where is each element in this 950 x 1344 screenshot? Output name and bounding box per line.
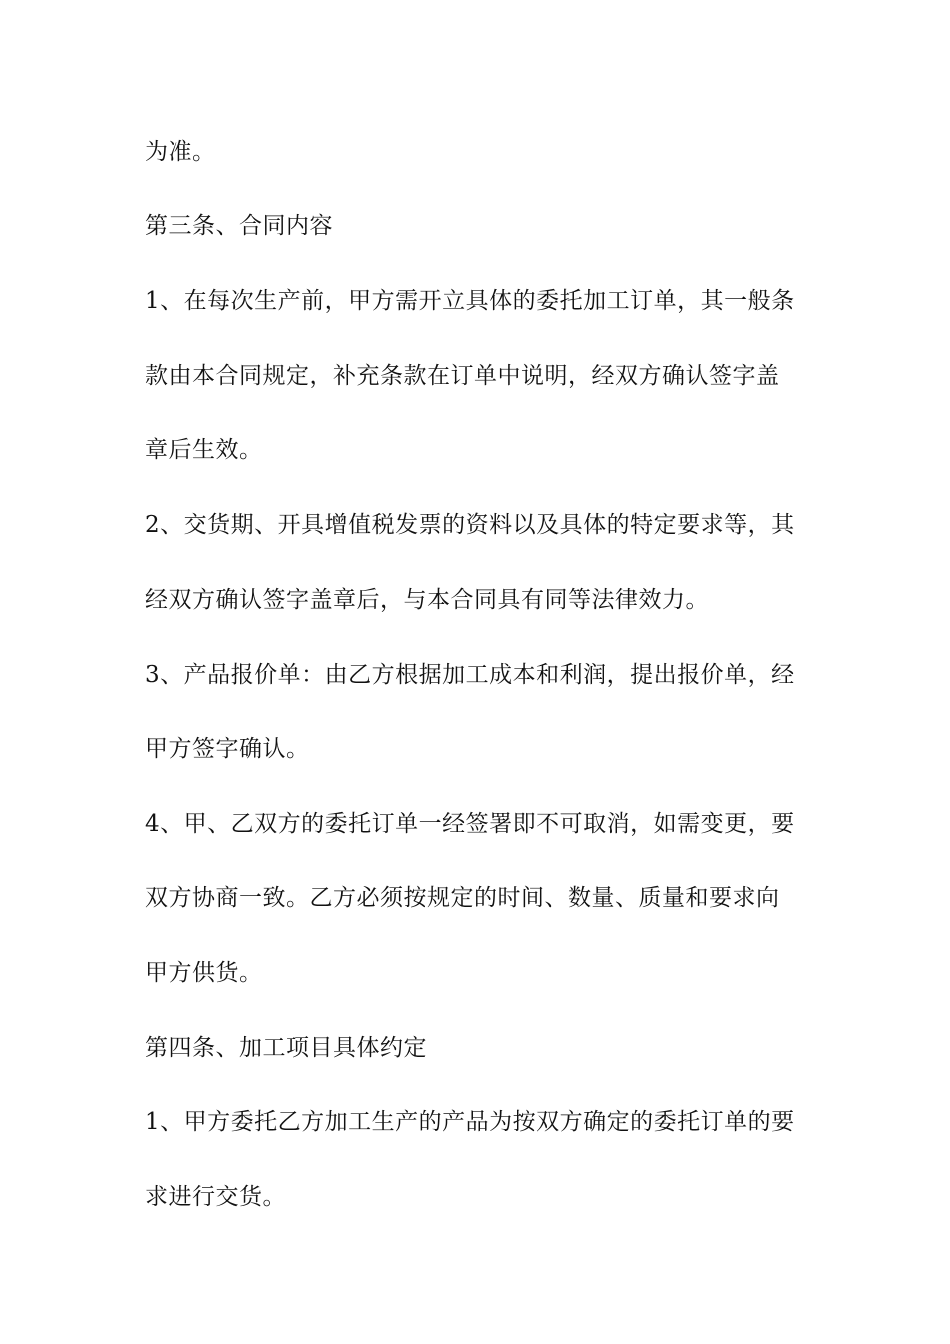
text-line: 求进行交货。 — [145, 1184, 286, 1210]
text-line: 2、交货期、开具增值税发票的资料以及具体的特定要求等，其 — [145, 512, 795, 538]
text-line: 4、甲、乙双方的委托订单一经签署即不可取消，如需变更，要 — [145, 811, 795, 837]
section-heading: 第四条、加工项目具体约定 — [145, 1035, 427, 1061]
text-line: 双方协商一致。乙方必须按规定的时间、数量、质量和要求向 — [145, 885, 780, 911]
text-line: 经双方确认签字盖章后，与本合同具有同等法律效力。 — [145, 587, 709, 613]
text-line: 章后生效。 — [145, 437, 263, 463]
text-line: 甲方供货。 — [145, 960, 263, 986]
section-heading: 第三条、合同内容 — [145, 213, 333, 239]
text-line: 1、甲方委托乙方加工生产的产品为按双方确定的委托订单的要 — [145, 1109, 795, 1135]
text-line: 3、产品报价单：由乙方根据加工成本和利润，提出报价单，经 — [145, 662, 795, 688]
text-line: 款由本合同规定，补充条款在订单中说明，经双方确认签字盖 — [145, 363, 780, 389]
text-line: 为准。 — [145, 139, 216, 165]
text-line: 1、在每次生产前，甲方需开立具体的委托加工订单，其一般条 — [145, 288, 795, 314]
text-line: 甲方签字确认。 — [145, 736, 310, 762]
